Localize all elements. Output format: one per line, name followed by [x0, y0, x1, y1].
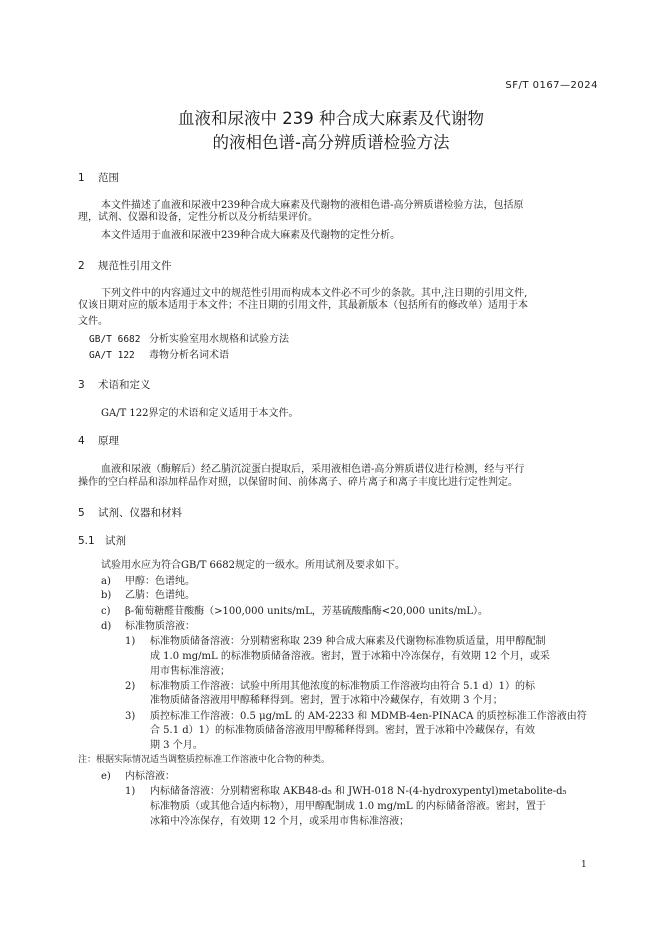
list-text-continuation: 合 5.1 d）1）的标准物质储备溶液用甲醇稀释得到。密封，置于冰箱中冷藏保存，有效 [150, 725, 536, 736]
list-marker: c) [101, 606, 111, 617]
list-item [101, 617, 195, 632]
document-title-line-2: 的液相色谱-高分辨质谱检验方法 [212, 133, 450, 152]
list-text-continuation: 用市售标准溶液； [150, 666, 230, 677]
section-number: 2 [78, 260, 85, 272]
section-title: 试剂、仪器和材料 [98, 507, 182, 519]
list-marker: d) [101, 621, 112, 632]
list-marker: e) [101, 771, 111, 782]
list-marker: 1) [125, 786, 136, 797]
paragraph-continuation: 理，试剂、仪器和设备，定性分析以及分析结果评价。 [78, 212, 318, 223]
paragraph: 下列文件中的内容通过文中的规范性引用而构成本文件必不可少的条款。其中,注日期的引用文件, [101, 288, 528, 299]
list-text: 标准物质储备溶液：分别精密称取 239 种合成大麻素及代谢物标准物质适量，用甲醇配制 [150, 636, 546, 647]
list-item [101, 602, 488, 617]
list-item [101, 586, 195, 601]
section-number: 5.1 [78, 535, 95, 547]
section-title: 范围 [98, 172, 119, 184]
section-number: 4 [78, 435, 85, 447]
section-1-heading [78, 170, 119, 185]
normative-reference [89, 346, 229, 361]
paragraph: 试验用水应为符合GB/T 6682规定的一级水。所用试剂及要求如下。 [101, 560, 406, 571]
note: 注：根据实际情况适当调整质控标准工作溶液中化合物的种类。 [78, 755, 331, 765]
standard-code: SF/T 0167—2024 [505, 80, 598, 91]
list-text-continuation: 标准物质（或其他合适内标物），用甲醇配制成 1.0 mg/mL 的内标储备溶液。密封，置于 [150, 801, 546, 812]
section-2-heading [78, 258, 172, 273]
list-text-continuation: 期 3 个月。 [150, 740, 203, 751]
list-text: β-葡萄糖醛苷酸酶（>100,000 units/mL，芳基硫酸酯酶<20,000 units/mL）。 [125, 606, 489, 617]
reference-code: GB/T 6682 [89, 334, 141, 345]
reference-code: GA/T 122 [89, 350, 135, 361]
paragraph-continuation: 操作的空白样品和添加样品作对照，以保留时间、前体离子、碎片离子和离子丰度比进行定性判定。 [78, 477, 518, 488]
list-item [101, 767, 175, 782]
list-text: 标准物质工作溶液：试验中所用其他浓度的标准物质工作溶液均由符合 5.1 d）1）的标 [150, 681, 536, 692]
page-number: 1 [581, 860, 587, 870]
reference-title: 毒物分析名词术语 [149, 350, 229, 361]
list-marker: 1) [125, 636, 136, 647]
paragraph-continuation: 仅该日期对应的版本适用于本文件；不注日期的引用文件，其最新版本（包括所有的修改单）适用于本 [78, 300, 528, 311]
document-title-line-1: 血液和尿液中 239 种合成大麻素及代谢物 [178, 109, 484, 128]
list-text: 内标溶液： [125, 771, 175, 782]
paragraph: GA/T 122界定的术语和定义适用于本文件。 [101, 408, 299, 419]
paragraph-continuation: 文件。 [78, 316, 108, 327]
reference-title: 分析实验室用水规格和试验方法 [149, 334, 289, 345]
list-marker: b) [101, 590, 112, 601]
list-text: 质控标准工作溶液：0.5 μg/mL 的 AM-2233 和 MDMB-4en-PINACA 的质控标准工作溶液由符 [150, 711, 587, 722]
normative-reference [89, 330, 289, 345]
sub-list-item [125, 632, 545, 647]
section-title: 术语和定义 [98, 379, 151, 391]
section-title: 原理 [98, 435, 119, 447]
section-5-heading [78, 505, 182, 520]
list-marker: a) [101, 576, 111, 587]
list-marker: 2) [125, 681, 136, 692]
section-4-heading [78, 433, 119, 448]
section-number: 5 [78, 507, 85, 519]
sub-list-item [125, 707, 587, 722]
list-text: 内标储备溶液：分别精密称取 AKB48-d₅ 和 JWH-018 N-(4-hydroxypentyl)metabolite-d₅ [150, 786, 567, 797]
paragraph: 本文件描述了血液和尿液中239种合成大麻素及代谢物的液相色谱-高分辨质谱检验方法，包括原 [101, 200, 524, 211]
list-text: 乙腈：色谱纯。 [125, 590, 195, 601]
paragraph: 本文件适用于血液和尿液中239种合成大麻素及代谢物的定性分析。 [101, 230, 401, 241]
section-title: 试剂 [105, 535, 126, 547]
sub-list-item [125, 782, 567, 797]
section-number: 1 [78, 172, 85, 184]
list-text: 甲醇：色谱纯。 [125, 576, 195, 587]
list-text-continuation: 冰箱中冷冻保存，有效期 12 个月，或采用市售标准溶液； [150, 816, 410, 827]
list-text: 标准物质溶液： [125, 621, 195, 632]
section-3-heading [78, 377, 151, 392]
paragraph: 血液和尿液（酶解后）经乙腈沉淀蛋白提取后，采用液相色谱-高分辨质谱仪进行检测，经与平行 [101, 464, 525, 475]
subsection-5-1-heading [78, 533, 126, 548]
sub-list-item [125, 677, 535, 692]
list-text-continuation: 成 1.0 mg/mL 的标准物质储备溶液。密封，置于冰箱中冷冻保存，有效期 12 个月，或采 [150, 651, 550, 662]
section-number: 3 [78, 379, 85, 391]
list-item [101, 572, 195, 587]
section-title: 规范性引用文件 [98, 260, 172, 272]
list-marker: 3) [125, 711, 136, 722]
list-text-continuation: 准物质储备溶液用甲醇稀释得到。密封，置于冰箱中冷藏保存，有效期 3 个月； [150, 695, 503, 706]
